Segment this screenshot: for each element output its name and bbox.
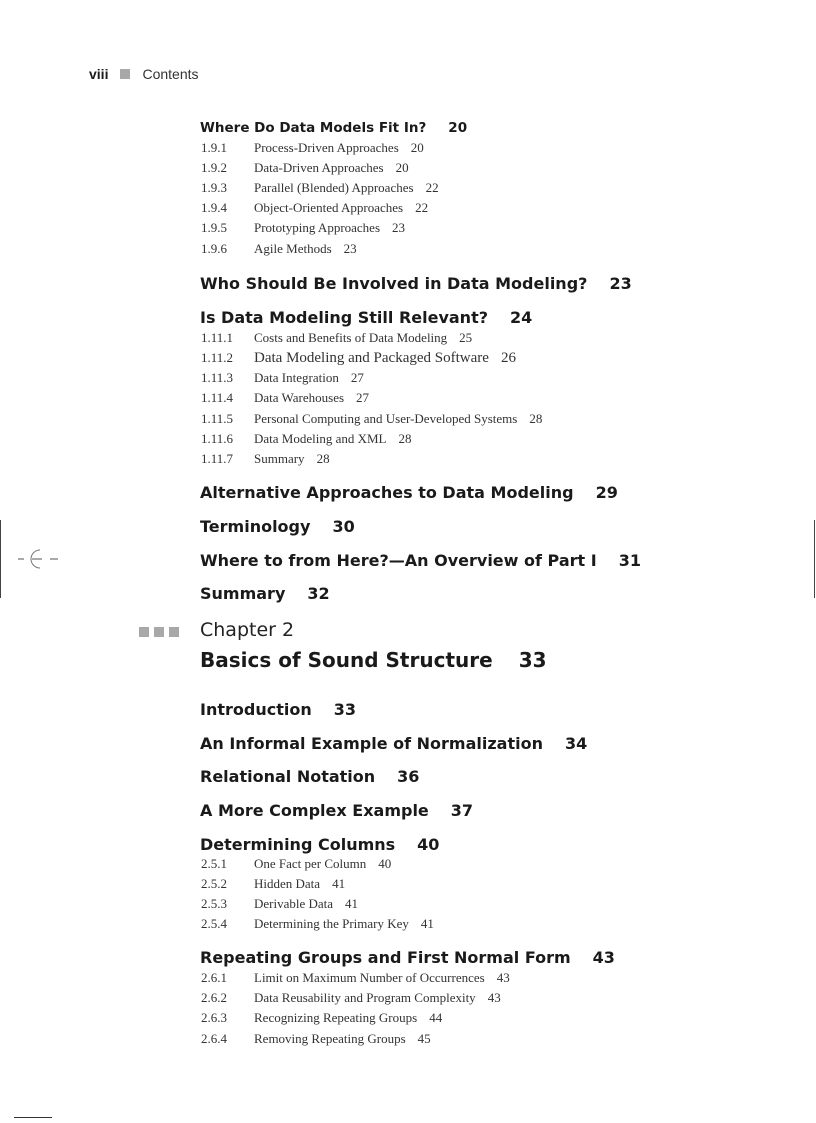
crop-mark-right bbox=[814, 520, 815, 598]
chapter-label: Chapter 2 bbox=[200, 619, 295, 641]
header-title: Contents bbox=[142, 66, 199, 82]
page-number: viii bbox=[89, 66, 109, 82]
chapter-title[interactable]: Basics of Sound Structure 33 bbox=[200, 648, 547, 672]
header-square-icon bbox=[120, 69, 130, 79]
section-title: Where Do Data Models Fit In? 20 bbox=[200, 120, 468, 136]
section-page: 20 bbox=[448, 120, 468, 136]
crop-mark-bottom bbox=[14, 1117, 52, 1118]
chapter-marker-icon bbox=[139, 627, 179, 637]
registration-mark-icon bbox=[18, 546, 62, 572]
chapter-page: 33 bbox=[518, 648, 547, 672]
crop-mark-left bbox=[0, 520, 1, 598]
running-header bbox=[89, 64, 199, 84]
